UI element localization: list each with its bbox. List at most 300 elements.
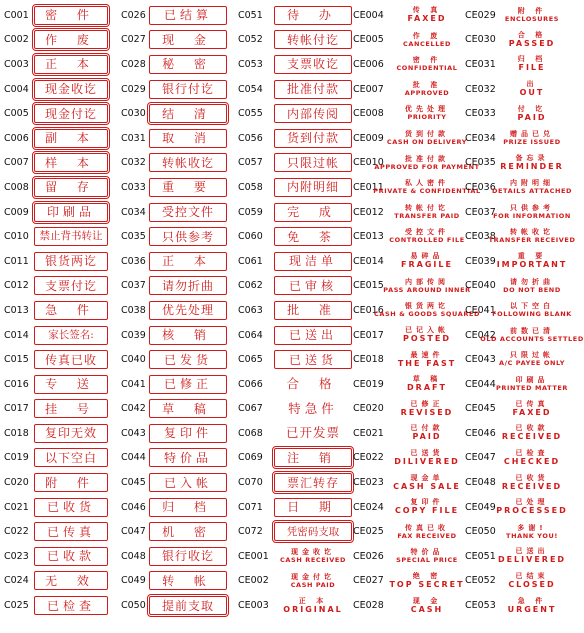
stamp-code: CE023 xyxy=(353,477,384,489)
stamp-code: C006 xyxy=(4,132,29,144)
stamp-code: CE036 xyxy=(465,181,496,193)
stamp-code: C021 xyxy=(4,501,29,513)
stamp-code: C012 xyxy=(4,280,29,292)
stamp-chinese-text: 已记入帐 xyxy=(405,326,449,335)
stamp-label: 现洁单 xyxy=(274,252,352,271)
stamp-label: 已结算 xyxy=(149,6,227,25)
stamp-label: 附 件 xyxy=(34,473,108,492)
stamp-row xyxy=(4,544,108,569)
stamp-row xyxy=(465,397,562,422)
stamp-label: 只限过帐 xyxy=(274,153,352,172)
stamp-english-text: CONFIDENTIAL xyxy=(396,64,458,73)
stamp-code: CE007 xyxy=(353,83,384,95)
stamp-impression xyxy=(390,78,464,100)
stamp-english-text: ORIGINAL xyxy=(283,604,343,614)
stamp-chinese-text: 归 档 xyxy=(517,55,547,64)
stamp-impression xyxy=(274,570,352,592)
stamp-impression xyxy=(383,275,471,297)
stamp-label: 挂 号 xyxy=(34,399,108,418)
stamp-label: 已送货 xyxy=(274,350,352,369)
stamp-row xyxy=(121,126,227,151)
stamp-chinese-text: 附 件 xyxy=(517,7,547,16)
stamp-code: C060 xyxy=(238,231,263,243)
stamp-impression xyxy=(390,29,464,51)
stamp-row xyxy=(465,323,584,348)
stamp-code: CE002 xyxy=(238,575,269,587)
stamp-label: 机 密 xyxy=(149,522,227,541)
stamp-chinese-text: 赠品已兑 xyxy=(510,130,554,139)
stamp-label: 已传真 xyxy=(34,522,108,541)
stamp-row xyxy=(238,519,352,544)
stamp-impression xyxy=(274,595,352,617)
stamp-row xyxy=(4,519,108,544)
stamp-code: C034 xyxy=(121,206,146,218)
stamp-label: 家长签名: xyxy=(34,326,108,345)
stamp-code: C026 xyxy=(121,9,146,21)
stamp-chinese-text: 受控文件 xyxy=(405,228,449,237)
stamp-chinese-text: 印刷品 xyxy=(515,375,549,384)
stamp-impression xyxy=(390,103,464,125)
stamp-impression xyxy=(495,373,569,395)
stamp-code: CE008 xyxy=(353,108,384,120)
stamp-english-text: CASH xyxy=(410,604,444,614)
stamp-chinese-text: 已修正 xyxy=(410,399,444,408)
stamp-row xyxy=(465,101,562,126)
stamp-code: CE001 xyxy=(238,550,269,562)
stamp-chinese-text: 绝 密 xyxy=(412,571,442,580)
stamp-code: CE022 xyxy=(353,452,384,464)
stamp-impression xyxy=(390,496,464,518)
stamp-code: CE047 xyxy=(465,452,496,464)
stamp-row xyxy=(4,470,108,495)
stamp-label: 核 销 xyxy=(149,326,227,345)
stamp-code: CE006 xyxy=(353,58,384,70)
stamp-row xyxy=(238,200,352,225)
stamp-english-text: DELIVERED xyxy=(497,555,567,565)
stamp-row xyxy=(238,224,352,249)
stamp-chinese-text: 传 真 xyxy=(412,6,442,15)
stamp-impression xyxy=(374,299,480,321)
stamp-chinese-text: 内附明细 xyxy=(510,179,554,188)
stamp-row xyxy=(465,421,562,446)
stamp-label: 已送出 xyxy=(274,326,352,345)
stamp-row xyxy=(353,323,464,348)
stamp-english-text: REMINDER xyxy=(500,161,564,171)
stamp-column-2 xyxy=(121,3,227,618)
stamp-impression xyxy=(390,545,464,567)
stamp-row xyxy=(465,470,562,495)
stamp-chinese-text: 特价品 xyxy=(410,548,444,557)
stamp-code: C023 xyxy=(4,550,29,562)
stamp-row xyxy=(353,3,464,28)
stamp-label: 作 废 xyxy=(34,30,108,49)
stamp-label: 结 清 xyxy=(149,104,227,123)
stamp-english-text: A/C PAYEE ONLY xyxy=(498,359,566,368)
stamp-label: 已开发票 xyxy=(285,425,340,441)
stamp-impression xyxy=(390,201,464,223)
stamp-chinese-text: 付 讫 xyxy=(517,104,547,113)
stamp-chinese-text: 多谢! xyxy=(517,523,547,532)
stamp-row xyxy=(121,347,227,372)
stamp-code: CE026 xyxy=(353,550,384,562)
stamp-code: C036 xyxy=(121,255,146,267)
stamp-row xyxy=(353,372,464,397)
stamp-row xyxy=(121,470,227,495)
stamp-code: CE035 xyxy=(465,157,496,169)
stamp-row xyxy=(353,470,464,495)
stamp-label: 密 件 xyxy=(34,6,108,25)
stamp-code: C064 xyxy=(238,329,263,341)
stamp-label: 已收货 xyxy=(34,498,108,517)
stamp-english-text: RECEIVED xyxy=(501,432,563,442)
stamp-english-text: DRAFT xyxy=(407,383,447,393)
stamp-chinese-text: 请勿折曲 xyxy=(510,277,554,286)
stamp-label: 银行付讫 xyxy=(149,80,227,99)
stamp-row xyxy=(353,593,464,618)
stamp-row xyxy=(4,52,108,77)
stamp-row xyxy=(238,593,352,618)
stamp-row xyxy=(353,52,464,77)
stamp-impression xyxy=(492,176,573,198)
stamp-row xyxy=(121,101,227,126)
stamp-code: CE018 xyxy=(353,354,384,366)
stamp-code: C061 xyxy=(238,255,263,267)
stamp-label: 以下空白 xyxy=(34,448,108,467)
stamp-chinese-text: 现金收讫 xyxy=(291,548,335,557)
stamp-row xyxy=(121,249,227,274)
stamp-code: C070 xyxy=(238,477,263,489)
stamp-row xyxy=(4,101,108,126)
stamp-chinese-text: 批 准 xyxy=(412,80,442,89)
stamp-label: 票汇转存 xyxy=(274,473,352,492)
stamp-row xyxy=(353,224,464,249)
stamp-english-text: PASSED xyxy=(508,38,556,48)
stamp-row xyxy=(465,249,568,274)
stamp-english-text: DO NOT BEND xyxy=(503,285,561,294)
stamp-code: C052 xyxy=(238,34,263,46)
stamp-code: C024 xyxy=(4,575,29,587)
stamp-chinese-text: 内部传阅 xyxy=(405,277,449,286)
stamp-row xyxy=(121,446,227,471)
stamp-code: C016 xyxy=(4,378,29,390)
stamp-chinese-text: 已检查 xyxy=(515,448,549,457)
stamp-row xyxy=(465,446,562,471)
stamp-code: C056 xyxy=(238,132,263,144)
stamp-row xyxy=(121,200,227,225)
stamp-impression xyxy=(502,4,562,26)
stamp-row xyxy=(238,3,352,28)
stamp-row xyxy=(121,3,227,28)
stamp-row xyxy=(353,151,480,176)
stamp-column-5 xyxy=(465,3,584,618)
stamp-chinese-text: 货到付款 xyxy=(405,130,449,139)
stamp-impression xyxy=(502,398,562,420)
stamp-chinese-text: 已收货 xyxy=(515,473,549,482)
stamp-english-text: DETAILS ATTACHED xyxy=(492,187,573,196)
stamp-code: CE032 xyxy=(465,83,496,95)
stamp-code: CE033 xyxy=(465,108,496,120)
stamp-code: CE041 xyxy=(465,304,496,316)
stamp-label: 银行收讫 xyxy=(149,547,227,566)
stamp-code: C057 xyxy=(238,157,263,169)
stamp-chinese-text: 以下空白 xyxy=(510,302,554,311)
stamp-row xyxy=(465,200,571,225)
stamp-label: 银货两讫 xyxy=(34,252,108,271)
stamp-row xyxy=(238,421,352,446)
stamp-row xyxy=(353,77,464,102)
stamp-code: C004 xyxy=(4,83,29,95)
stamp-row xyxy=(238,249,352,274)
stamp-label: 印刷品 xyxy=(34,203,108,222)
stamp-row xyxy=(4,200,108,225)
stamp-row xyxy=(238,446,352,471)
stamp-code: CE003 xyxy=(238,600,269,612)
stamp-chinese-text: 密 件 xyxy=(412,56,442,65)
stamp-chinese-text: 优先处理 xyxy=(405,105,449,114)
stamp-english-text: CONTROLLED FILE xyxy=(389,236,465,245)
stamp-label: 合 格 xyxy=(286,375,340,391)
stamp-label: 支票收讫 xyxy=(274,55,352,74)
stamp-impression xyxy=(390,472,464,494)
stamp-code: C001 xyxy=(4,9,29,21)
stamp-code: CE016 xyxy=(353,304,384,316)
stamp-row xyxy=(4,175,108,200)
stamp-label: 特急件 xyxy=(288,400,338,416)
stamp-row xyxy=(238,101,352,126)
stamp-code: CE048 xyxy=(465,477,496,489)
stamp-chinese-text: 备忘录 xyxy=(515,153,549,162)
stamp-english-text: CANCELLED xyxy=(403,39,451,48)
stamp-impression xyxy=(502,152,562,174)
stamp-code: CE031 xyxy=(465,58,496,70)
stamp-label: 传真已收 xyxy=(34,350,108,369)
stamp-code: C033 xyxy=(121,181,146,193)
stamp-row xyxy=(353,126,468,151)
stamp-label: 批准付款 xyxy=(274,80,352,99)
stamp-row xyxy=(465,224,576,249)
stamp-label: 请勿折曲 xyxy=(149,276,227,295)
stamp-label: 重 要 xyxy=(149,178,227,197)
stamp-english-text: TRANSFER PAID xyxy=(394,211,460,220)
stamp-code: CE004 xyxy=(353,9,384,21)
stamp-code: C010 xyxy=(4,231,29,243)
stamp-code: C066 xyxy=(238,378,263,390)
stamp-row xyxy=(121,28,227,53)
stamp-code: C015 xyxy=(4,354,29,366)
stamp-row xyxy=(465,495,568,520)
stamp-label: 正 本 xyxy=(149,252,227,271)
stamp-label: 注 销 xyxy=(274,448,352,467)
stamp-label: 归 档 xyxy=(149,498,227,517)
stamp-code: CE009 xyxy=(353,132,384,144)
stamp-english-text: PRIORITY xyxy=(407,113,447,122)
stamp-code: C048 xyxy=(121,550,146,562)
stamp-row xyxy=(465,52,562,77)
stamp-impression xyxy=(390,398,464,420)
stamp-label: 已审核 xyxy=(274,276,352,295)
stamp-label: 现 金 xyxy=(149,30,227,49)
stamp-code: CE017 xyxy=(353,329,384,341)
stamp-code: CE052 xyxy=(465,575,496,587)
stamp-english-text: URGENT xyxy=(507,604,557,614)
stamp-label: 取 消 xyxy=(149,129,227,148)
stamp-chinese-text: 草 稿 xyxy=(412,375,442,384)
stamp-row xyxy=(121,544,227,569)
stamp-label: 专 送 xyxy=(34,375,108,394)
stamp-code: C072 xyxy=(238,526,263,538)
stamp-english-text: CLOSED xyxy=(508,579,556,589)
stamp-chinese-text: 易碎品 xyxy=(410,252,444,261)
stamp-english-text: FAXED xyxy=(512,407,552,417)
stamp-code: C020 xyxy=(4,477,29,489)
stamp-row xyxy=(238,151,352,176)
stamp-code: C041 xyxy=(121,378,146,390)
stamp-english-text: PRIZE ISSUED xyxy=(503,138,561,147)
stamp-row xyxy=(121,175,227,200)
stamp-code: CE043 xyxy=(465,354,496,366)
stamp-code: CE020 xyxy=(353,403,384,415)
stamp-code: CE021 xyxy=(353,427,384,439)
stamp-row xyxy=(4,397,108,422)
stamp-code: CE029 xyxy=(465,9,496,21)
stamp-label: 样 本 xyxy=(34,153,108,172)
stamp-chinese-text: 复印件 xyxy=(410,498,444,507)
stamp-row xyxy=(4,323,108,348)
stamp-english-text: CASH SALE xyxy=(393,481,461,491)
stamp-row xyxy=(121,495,227,520)
stamp-row xyxy=(121,397,227,422)
stamp-code: C025 xyxy=(4,600,29,612)
stamp-code: CE046 xyxy=(465,427,496,439)
stamp-code: C028 xyxy=(121,58,146,70)
stamp-code: C014 xyxy=(4,329,29,341)
stamp-row xyxy=(353,421,464,446)
stamp-row xyxy=(353,446,464,471)
stamp-label: 特价品 xyxy=(149,448,227,467)
stamp-row xyxy=(353,298,480,323)
stamp-impression xyxy=(496,250,568,272)
stamp-row xyxy=(238,52,352,77)
stamp-row xyxy=(465,519,562,544)
stamp-row xyxy=(465,126,562,151)
stamp-code: C032 xyxy=(121,157,146,169)
stamp-row xyxy=(238,347,352,372)
stamp-code: CE024 xyxy=(353,501,384,513)
stamp-chinese-text: 作 废 xyxy=(412,31,442,40)
stamp-row xyxy=(465,372,569,397)
stamp-code: C053 xyxy=(238,58,263,70)
stamp-code: C068 xyxy=(238,427,263,439)
stamp-label: 复印件 xyxy=(149,424,227,443)
stamp-code: C058 xyxy=(238,181,263,193)
stamp-chinese-text: 银货两讫 xyxy=(405,302,449,311)
stamp-row xyxy=(121,274,227,299)
stamp-chinese-text: 转帐付讫 xyxy=(405,203,449,212)
stamp-english-text: THANK YOU! xyxy=(506,531,558,540)
stamp-code: C008 xyxy=(4,181,29,193)
stamp-label: 禁止背书转让 xyxy=(34,227,108,246)
stamp-label: 已修正 xyxy=(149,375,227,394)
stamp-code: CE049 xyxy=(465,501,496,513)
stamp-row xyxy=(465,3,562,28)
stamp-label: 内附明细 xyxy=(274,178,352,197)
stamp-label: 转帐收讫 xyxy=(149,153,227,172)
stamp-label: 内部传阅 xyxy=(274,104,352,123)
stamp-impression xyxy=(390,250,464,272)
stamp-code: C031 xyxy=(121,132,146,144)
stamp-english-text: PROCESSED xyxy=(496,506,568,516)
stamp-chinese-text: 现金付讫 xyxy=(291,572,335,581)
stamp-impression xyxy=(502,78,562,100)
stamp-label: 正 本 xyxy=(34,55,108,74)
stamp-chinese-text: 重 要 xyxy=(517,252,547,261)
stamp-row xyxy=(121,323,227,348)
stamp-code: CE042 xyxy=(465,329,496,341)
stamp-label: 批 准 xyxy=(274,301,352,320)
stamp-row xyxy=(238,28,352,53)
stamp-english-text: FOR INFORMATION xyxy=(493,211,571,220)
stamp-impression xyxy=(386,127,468,149)
stamp-row xyxy=(353,200,464,225)
stamp-english-text: PAID xyxy=(517,112,547,122)
stamp-row xyxy=(4,347,108,372)
stamp-code: C003 xyxy=(4,58,29,70)
stamp-column-3 xyxy=(238,3,352,618)
stamp-code: CE014 xyxy=(353,255,384,267)
stamp-row xyxy=(465,274,562,299)
stamp-chinese-text: 出 xyxy=(526,80,538,89)
stamp-row xyxy=(465,569,562,594)
stamp-english-text: APPROVED FOR PAYMENT xyxy=(374,162,480,171)
stamp-row xyxy=(121,593,227,618)
stamp-impression xyxy=(390,349,464,371)
stamp-row xyxy=(4,224,108,249)
stamp-row xyxy=(238,569,352,594)
stamp-row xyxy=(465,175,573,200)
stamp-code: C039 xyxy=(121,329,146,341)
stamp-code: C040 xyxy=(121,354,146,366)
stamp-row xyxy=(4,495,108,520)
stamp-label: 复印无效 xyxy=(34,424,108,443)
stamp-code: C051 xyxy=(238,9,263,21)
stamp-chinese-text: 已传真 xyxy=(515,399,549,408)
stamp-row xyxy=(238,397,352,422)
stamp-code: CE012 xyxy=(353,206,384,218)
stamp-impression xyxy=(492,299,572,321)
stamp-row xyxy=(238,126,352,151)
stamp-row xyxy=(465,298,572,323)
stamp-label: 已入帐 xyxy=(149,473,227,492)
stamp-english-text: OLD ACCOUNTS SETTLED xyxy=(480,334,584,343)
stamp-code: CE030 xyxy=(465,34,496,46)
stamp-english-text: PRIVATE & CONFIDENTIAL xyxy=(373,187,481,196)
stamp-row xyxy=(353,397,464,422)
stamp-row xyxy=(4,274,108,299)
stamp-english-text: OUT xyxy=(519,88,545,98)
stamp-english-text: FILE xyxy=(518,63,546,73)
stamp-label: 急 件 xyxy=(34,301,108,320)
stamp-impression xyxy=(390,422,464,444)
stamp-chinese-text: 转帐收讫 xyxy=(510,228,554,237)
stamp-code: C017 xyxy=(4,403,29,415)
stamp-code: C065 xyxy=(238,354,263,366)
stamp-chinese-text: 已付款 xyxy=(410,424,444,433)
stamp-row xyxy=(121,421,227,446)
stamp-impression xyxy=(390,570,464,592)
stamp-code: C049 xyxy=(121,575,146,587)
stamp-impression xyxy=(502,595,562,617)
stamp-chinese-text: 急 件 xyxy=(517,596,547,605)
